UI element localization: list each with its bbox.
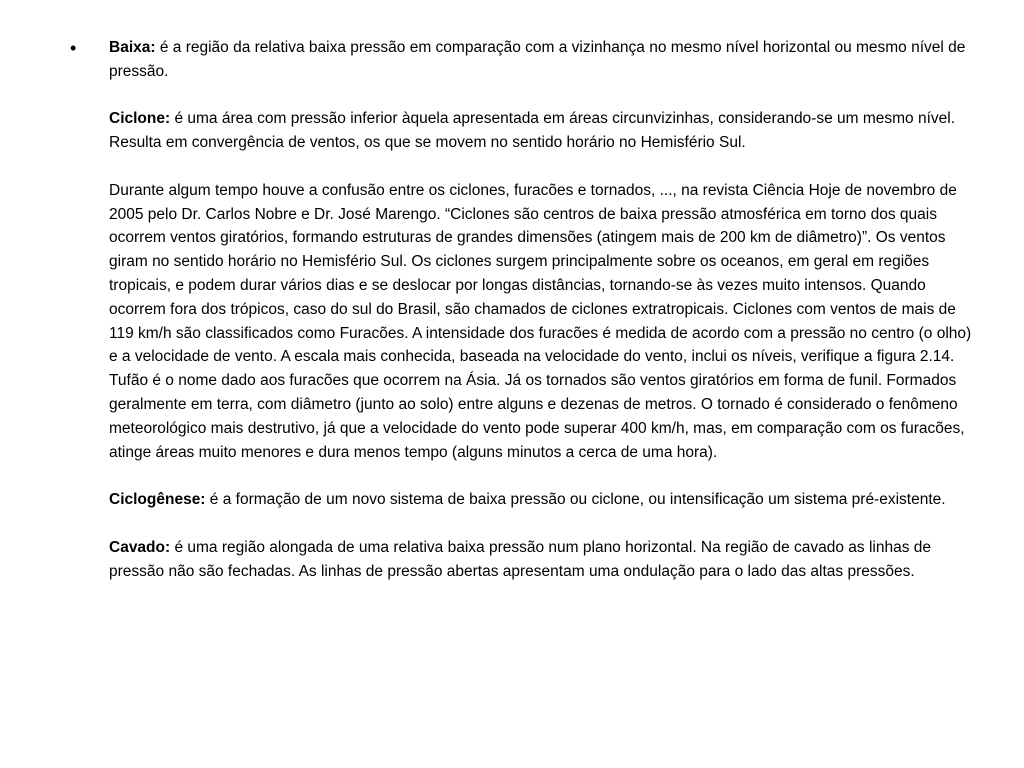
bullet-marker: •	[70, 38, 77, 58]
paragraph-ciclone	[109, 107, 975, 155]
paragraph-ciclones-furacoes-tornados	[109, 179, 975, 465]
definition-ciclone: é uma área com pressão inferior àquela apresentada em áreas circunvizinhas, considerando-se um mesmo nível. Resulta em convergência de ventos, os que se movem no sentido horário no Hemisfério Sul.	[109, 110, 956, 152]
paragraph-cavado	[109, 536, 975, 584]
term-cavado: Cavado:	[109, 538, 171, 556]
term-ciclogenese: Ciclogênese:	[109, 491, 206, 509]
slide-content	[109, 36, 975, 583]
term-baixa: Baixa:	[109, 39, 156, 56]
paragraph-ciclogenese	[109, 488, 975, 512]
paragraph-baixa	[109, 36, 975, 84]
text-ciclones-furacoes-tornados: Durante algum tempo houve a confusão entre os ciclones, furacões e tornados, ..., na revista Ciência Hoje de novembro de 2005 pelo Dr. Carlos Nobre e Dr. José Marengo. “Ciclones são centros de baixa pressão atmosférica em torno dos quais ocorrem ventos giratórios, formando estruturas de grandes dimensões (atingem mais de 200 km de diâmetro)”. Os ventos giram no sentido horário no Hemisfério Sul. Os ciclones surgem principalmente sobre os oceanos, em geral em regiões tropicais, e podem durar vários dias e se deslocar por longas distâncias, tornando-se às vezes muito intensos. Quando ocorrem fora dos trópicos, caso do sul do Brasil, são chamados de ciclones extratropicais. Ciclones com ventos de mais de 119 km/h são classificados como Furacões. A intensidade dos furacões é medida de acordo com a pressão no centro (o olho) e a velocidade de vento. A escala mais conhecida, baseada na velocidade do vento, inclui os níveis, verifique a figura 2.14. Tufão é o nome dado aos furacões que ocorrem na Ásia. Já os tornados são ventos giratórios em forma de funil. Formados geralmente em terra, com diâmetro (junto ao solo) entre alguns e dezenas de metros. O tornado é considerado o fenômeno meteorológico mais destrutivo, já que a velocidade do vento pode superar 400 km/h, mas, em comparação com os furacões, atinge áreas muito menores e dura menos tempo (alguns minutos a cerca de uma hora).	[109, 181, 972, 461]
term-ciclone: Ciclone:	[109, 110, 171, 128]
definition-baixa: é a região da relativa baixa pressão em comparação com a vizinhança no mesmo nível horizontal ou mesmo nível de pressão.	[109, 39, 966, 80]
definition-ciclogenese: é a formação de um novo sistema de baixa pressão ou ciclone, ou intensificação um sistema pré-existente.	[205, 491, 946, 509]
definition-cavado: é uma região alongada de uma relativa baixa pressão num plano horizontal. Na região de cavado as linhas de pressão não são fechadas. As linhas de pressão abertas apresentam uma ondulação para o lado das altas pressões.	[109, 538, 932, 580]
